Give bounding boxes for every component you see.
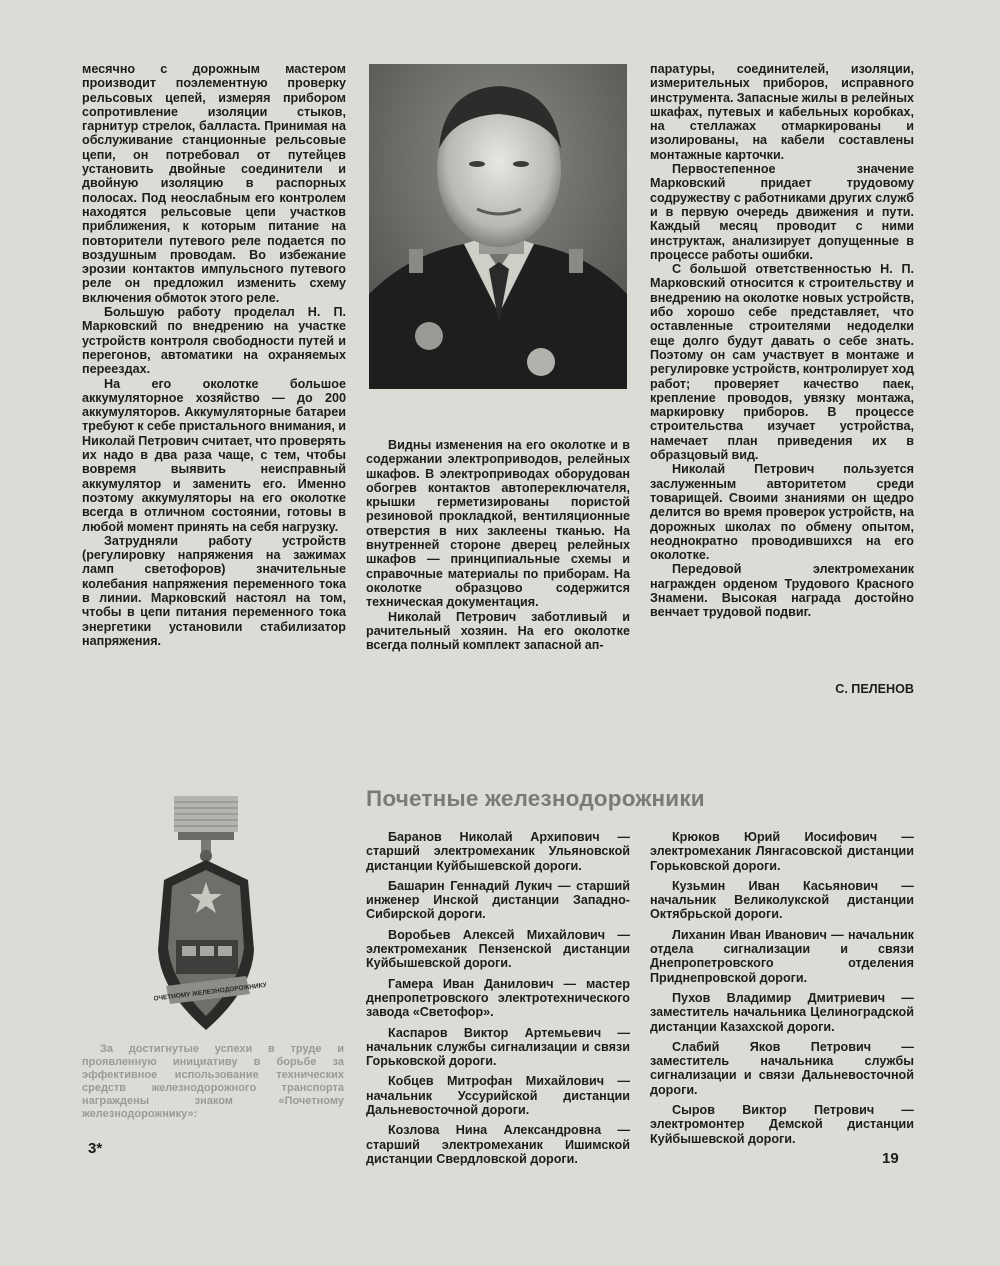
honoree-entry xyxy=(650,928,914,985)
honoree-position: — электромонтер Демской дистанции Куйбышевской дороги. xyxy=(650,1103,914,1146)
honoree-entry xyxy=(650,991,914,1034)
honoree-entry xyxy=(366,977,630,1020)
paragraph: Передовой электромеханик награжден орденом Трудового Красного Знамени. Высокая награда достойно венчает трудовой подвиг. xyxy=(650,562,914,620)
honoree-name: Каспаров Виктор Артемьевич xyxy=(388,1025,602,1040)
honoree-position: — начальник Уссурийской дистанции Дальневосточной дороги. xyxy=(366,1074,630,1118)
honoree-name: Сыров Виктор Петрович xyxy=(672,1103,875,1118)
page-number: 19 xyxy=(882,1150,899,1167)
paragraph: паратуры, соединителей, изоляции, измерительных приборов, исправного инструмента. Запасные жилы в релейных шкафах, путевых и кабельных коробках, на стеллажах отмаркированы и изолированы, на кабели составлены монтажные карточки. xyxy=(650,62,914,162)
paragraph: Видны изменения на его околотке и в содержании электроприводов, релейных шкафов. В электроприводах оборудован обогрев контактов автопереключателя, крышки герметизированы пористой резиновой прокладкой, вентиляционные отверстия в них заклеены тканью. На внутренней стороне дверец релейных шкафов — принципиальные схемы и справочные материалы по приборам. На околотке образцово содержится техническая документация. xyxy=(366,438,630,610)
paragraph: Большую работу проделал Н. П. Марковский по внедрению на участке устройств контроля свободности путей и перегонов, автоматики на охраняемых переездах. xyxy=(82,305,346,377)
paragraph: Первостепенное значение Марковский придает трудовому содружеству с работниками других служб и в первую очередь движения и пути. Каждый месяц проводит с ними инструктаж, анализирует допущенные в процессе работы ошибки. xyxy=(650,162,914,262)
honoree-name: Кобцев Митрофан Михайлович xyxy=(388,1074,605,1089)
honoree-position: — старший электромеханик Ишимской дистанции Свердловской дороги. xyxy=(366,1123,630,1166)
paragraph: Николай Петрович пользуется заслуженным авторитетом среди товарищей. Своими знаниями он щедро делится во время проверок устройств, на дорожных школах по обмену опытом, неоднократно проводившихся на его околотке. xyxy=(650,462,914,563)
honoree-list-left xyxy=(366,830,630,1172)
page-signature-mark: 3* xyxy=(88,1140,103,1157)
portrait-illustration xyxy=(369,64,627,389)
honoree-position: — начальник службы сигнализации и связи Горьковской дороги. xyxy=(366,1025,630,1069)
paragraph: Николай Петрович заботливый и рачительный хозяин. На его околотке всегда полный комплект запасной ап- xyxy=(366,609,630,653)
honoree-entry xyxy=(366,1074,630,1117)
honoree-entry xyxy=(650,1040,914,1097)
honoree-name: Башарин Геннадий Лукич xyxy=(388,878,553,893)
medal-illustration xyxy=(154,790,364,1048)
honoree-position: — мастер днепропетровского электротехнического завода «Светофор». xyxy=(366,976,630,1020)
honoree-entry xyxy=(366,830,630,873)
honoree-name: Козлова Нина Александровна xyxy=(388,1123,602,1138)
badge-icon xyxy=(154,790,364,1048)
honoree-position: — начальник Великолукской дистанции Октябрьской дороги. xyxy=(650,878,914,922)
author-signature: С. ПЕЛЕНОВ xyxy=(835,682,914,696)
article-column-2 xyxy=(366,438,630,652)
honoree-position: — заместитель начальника службы сигнализации и связи Дальневосточной дороги. xyxy=(650,1039,914,1097)
article-column-3 xyxy=(650,62,914,620)
honoree-position: — электромеханик Лянгасовской дистанции Горьковской дороги. xyxy=(650,830,914,873)
honoree-name: Баранов Николай Архипович xyxy=(388,830,600,844)
honoree-name: Кузьмин Иван Касьянович xyxy=(672,878,879,893)
portrait-photo xyxy=(369,64,627,389)
paragraph: На его околотке большое аккумуляторное хозяйство — до 200 аккумуляторов. Аккумуляторные батареи требуют к себе пристального внимания, и Николай Петрович считает, что проверять их надо в два раза чаще, с тем, чтобы вовремя выявить неисправный аккумулятор и заменить его. Именно поэтому аккумуляторы на его околотке всегда в отличном состоянии, готовы в любой момент принять на себя нагрузку. xyxy=(82,376,346,534)
caption-text: За достигнутые успехи в труде и проявленную инициативу в борьбе за эффективное использование технических средств железнодорожного транспорта награждены знаком «Почетному железнодорожнику»: xyxy=(82,1043,344,1120)
honoree-entry xyxy=(366,879,630,922)
honoree-name: Крюков Юрий Иосифович xyxy=(672,830,878,844)
honoree-list-right xyxy=(650,830,914,1152)
article-column-1 xyxy=(82,62,346,648)
honoree-entry xyxy=(366,1026,630,1069)
honoree-entry xyxy=(650,1103,914,1146)
honoree-position: — начальник отдела сигнализации и связи Днепропетровского отделения Приднепровской дороги. xyxy=(650,927,914,985)
honoree-name: Пухов Владимир Дмитриевич xyxy=(672,990,886,1005)
honoree-name: Лиханин Иван Иванович xyxy=(672,927,827,942)
honoree-position: — электромеханик Пензенской дистанции Куйбышевской дороги. xyxy=(366,927,630,971)
honoree-entry xyxy=(366,1123,630,1166)
honoree-entry xyxy=(650,879,914,922)
paragraph: месячно с дорожным мастером производит поэлементную проверку рельсовых цепей, измеряя прибором сопротивление изоляции стыков, гарнитур стрелок, балласта. Принимая на обслуживание станционные рельсовые цепи, он потребовал от путейцев установить двойные соединители и двойную изоляцию в распорных полосах. Под неослабным его контролем находятся рельсовые цепи участков приближения, к которым питание на повторители путевого реле подается по воздушным проводам. Во избежание эрозии контактов импульсного путевого реле он предложил изменить схему включения обмоток этого реле. xyxy=(82,62,346,305)
medal-caption xyxy=(82,1043,344,1121)
honoree-position: — старший инженер Инской дистанции Западно-Сибирской дороги. xyxy=(366,878,630,922)
honoree-entry xyxy=(366,928,630,971)
honoree-entry xyxy=(650,830,914,873)
badge-inscription: ПОЧЕТНОМУ ЖЕЛЕЗНОДОРОЖНИКУ xyxy=(154,981,268,1004)
honoree-name: Воробьев Алексей Михайлович xyxy=(388,927,606,942)
honoree-position: — старший электромеханик Ульяновской дистанции Куйбышевской дороги. xyxy=(366,830,630,873)
paragraph: Затрудняли работу устройств (регулировку напряжения на зажимах ламп светофоров) значительные колебания напряжения переменного тока в линии. Марковский настоял на том, чтобы в цепи питания переменного тока энергетики установили стабилизатор напряжения. xyxy=(82,533,346,648)
section-heading: Почетные железнодорожники xyxy=(366,786,705,811)
honoree-position: — заместитель начальника Целиноградской дистанции Казахской дороги. xyxy=(650,990,915,1034)
honoree-name: Гамера Иван Данилович xyxy=(388,976,554,991)
paragraph: С большой ответственностью Н. П. Марковский относится к строительству и внедрению на околотке новых устройств, ибо хорошо себе представляет, что оставленные строителями недоделки еще долго будут давать о себе знать. Поэтому он сам участвует в монтаже и регулировке устройств, контролирует ход работ; проверяет качество паек, крепление проводов, увязку монтажа, маркировку приборов. В процессе строительства изучает устройства, намечает план приведения их в образцовый вид. xyxy=(650,262,914,463)
honoree-name: Слабий Яков Петрович xyxy=(672,1039,872,1054)
